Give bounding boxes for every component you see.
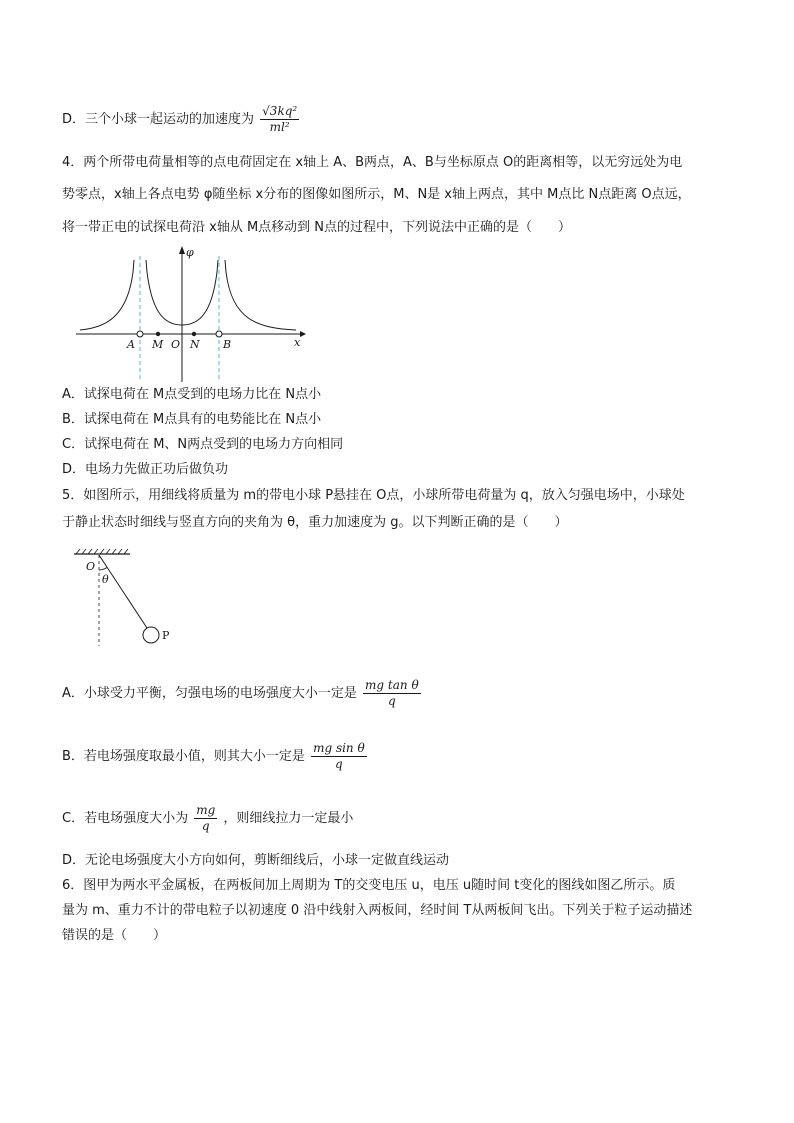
q5-option-d: D．无论电场强度大小方向如何，剪断细线后，小球一定做直线运动 bbox=[62, 853, 450, 868]
label-o: O bbox=[86, 560, 96, 573]
label-theta: θ bbox=[102, 573, 109, 586]
q5-stem-line2: 于静止状态时细线与竖直方向的夹角为 θ，重力加速度为 g。以下判断正确的是（ ） bbox=[62, 515, 568, 530]
label-m: M bbox=[152, 338, 164, 351]
q4-option-b: B．试探电荷在 M点具有的电势能比在 N点小 bbox=[62, 412, 322, 427]
q5-pendulum-figure bbox=[72, 548, 182, 652]
fraction-numerator: mg sin θ bbox=[313, 741, 365, 755]
q6-stem-line3: 错误的是（ ） bbox=[62, 928, 167, 943]
fraction-denominator: q bbox=[388, 694, 396, 708]
q5-option-c bbox=[62, 803, 353, 834]
fraction-denominator: q bbox=[201, 819, 210, 833]
q3-option-d-text: D．三个小球一起运动的加速度为 bbox=[62, 112, 255, 127]
charge-a-marker bbox=[137, 331, 143, 337]
q4-potential-graph bbox=[72, 242, 312, 384]
fraction-denominator: ml² bbox=[269, 120, 290, 134]
q5-option-c-suffix: ，则细线拉力一定最小 bbox=[223, 811, 354, 826]
point-m-marker bbox=[156, 332, 160, 336]
charge-b-marker bbox=[216, 331, 222, 337]
q4-option-d: D．电场力先做正功后做负功 bbox=[62, 462, 229, 477]
potential-curve-left bbox=[80, 260, 134, 330]
label-n: N bbox=[190, 338, 200, 351]
q3-option-d bbox=[62, 104, 301, 135]
q4-option-c: C．试探电荷在 M、N两点受到的电场力方向相同 bbox=[62, 437, 344, 452]
q4-stem-line3: 将一带正电的试探电荷沿 x轴从 M点移动到 N点的过程中，下列说法中正确的是（ ） bbox=[62, 220, 572, 235]
q5-option-c-text: C．若电场强度大小为 bbox=[62, 811, 189, 826]
q4-stem-line2: 势零点，x轴上各点电势 φ随坐标 x分布的图像如图所示，M、N是 x轴上两点，其中 M点比 N点距离 O点远， bbox=[62, 187, 691, 202]
y-axis-arrow bbox=[179, 246, 185, 254]
label-p: P bbox=[162, 629, 170, 642]
q3-option-d-fraction bbox=[260, 104, 299, 135]
thread bbox=[99, 555, 147, 628]
label-a: A bbox=[127, 338, 135, 351]
label-b: B bbox=[223, 338, 232, 351]
q5-stem-line1: 5．如图所示，用细线将质量为 m的带电小球 P悬挂在 O点，小球所带电荷量为 q，放入匀强电场中，小球处 bbox=[62, 488, 685, 503]
ball-p bbox=[143, 627, 159, 643]
point-n-marker bbox=[192, 332, 196, 336]
q5-option-b-text: B．若电场强度取最小值，则其大小一定是 bbox=[62, 749, 305, 764]
q5-option-c-fraction bbox=[194, 803, 217, 834]
y-axis-label: φ bbox=[186, 246, 194, 259]
fraction-numerator: mg tan θ bbox=[365, 678, 419, 692]
x-axis-label: x bbox=[294, 336, 301, 349]
ceiling-hatching bbox=[76, 549, 128, 554]
q4-option-a: A．试探电荷在 M点受到的电场力比在 N点小 bbox=[62, 387, 322, 402]
q5-option-b-fraction bbox=[311, 741, 367, 772]
q6-stem-line1: 6．图甲为两水平金属板，在两板间加上周期为 T的交变电压 u，电压 u随时间 t变化的图线如图乙所示。质 bbox=[62, 878, 676, 893]
q5-option-a-text: A．小球受力平衡，匀强电场的电场强度大小一定是 bbox=[62, 686, 357, 701]
angle-arc bbox=[99, 568, 107, 571]
label-o: O bbox=[171, 338, 181, 351]
q5-option-b bbox=[62, 741, 369, 772]
fraction-numerator: √3kq² bbox=[262, 104, 298, 118]
fraction-numerator: mg bbox=[196, 803, 216, 817]
q5-option-a-fraction bbox=[363, 678, 421, 709]
x-axis-arrow bbox=[300, 331, 306, 337]
potential-curve-right bbox=[225, 260, 296, 330]
q5-option-a bbox=[62, 678, 423, 709]
q4-stem-line1: 4．两个所带电荷量相等的点电荷固定在 x轴上 A、B两点，A、B与坐标原点 O的距离相等，以无穷远处为电 bbox=[62, 155, 683, 170]
q6-stem-line2: 量为 m、重力不计的带电粒子以初速度 0 沿中线射入两板间，经时间 T从两板间飞出。下列关于粒子运动描述 bbox=[62, 903, 693, 918]
fraction-denominator: q bbox=[335, 757, 343, 771]
